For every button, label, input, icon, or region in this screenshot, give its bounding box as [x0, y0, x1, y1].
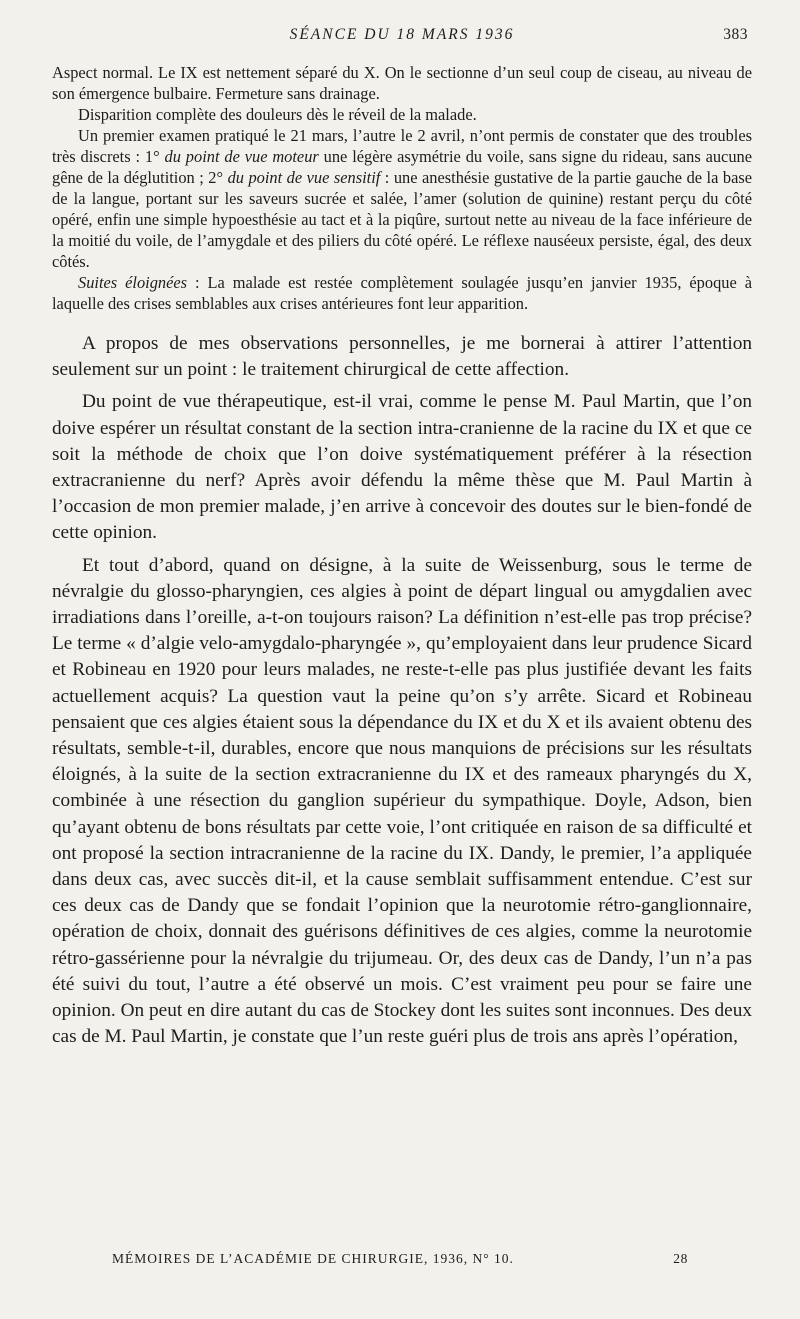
journal-reference: MÉMOIRES DE L’ACADÉMIE DE CHIRURGIE, 1936, N° 10. [112, 1251, 514, 1266]
case-paragraph-4-rest: : La malade est restée complètement soulagée jusqu’en janvier 1935, époque à laquelle des crises semblables aux crises antérieures font leur apparition. [52, 273, 752, 313]
case-paragraph-3-part-a: Un premier examen pratiqué le 21 mars, l’autre le 2 avril, n’ont permis de constater que des troubles très discrets : 1° [52, 126, 752, 166]
page-number: 383 [723, 26, 748, 43]
running-title: SÉANCE DU 18 MARS 1936 [289, 26, 515, 43]
follow-up-heading-italic: Suites éloignées [78, 273, 188, 292]
case-paragraph-4 [52, 272, 752, 314]
page-header [52, 26, 752, 56]
document-page [52, 26, 752, 1056]
sheet-number: 28 [673, 1251, 688, 1266]
case-paragraph-3-part-e: : une anesthésie gustative de la partie gauche de la base de la langue, portant sur les saveurs sucrée et salée, l’amer (solution de quinine) restant perçu du côté opéré, enfin une simple hypoesthésie au tact et à la piqûre, surtout nette au niveau de la face inférieure de la moitié du voile, de l’amygdale et des piliers du côté opéré. Le réflexe nauséeux persiste, égal, des deux côtés. [52, 168, 752, 271]
case-paragraph-2: Disparition complète des douleurs dès le réveil de la malade. [78, 105, 477, 124]
case-paragraph-3 [52, 125, 752, 272]
discussion-paragraph-1: A propos de mes observations personnelles, je me bornerai à attirer l’attention seulement sur un point : le traitement chirurgical de cette affection. [52, 333, 752, 381]
sensory-heading-italic: du point de vue sensitif [227, 168, 381, 187]
motor-heading-italic: du point de vue moteur [164, 147, 319, 166]
case-paragraph-1: Aspect normal. Le IX est nettement séparé du X. On le sectionne d’un seul coup de ciseau, au niveau de son émergence bulbaire. Fermeture sans drainage. [52, 63, 752, 103]
discussion-paragraph-2: Du point de vue thérapeutique, est-il vrai, comme le pense M. Paul Martin, que l’on doive espérer un résultat constant de la section intra-cranienne de la racine du IX et que ce soit la méthode de choix que l’on doive systématiquement préférer à la résection extracranienne du nerf? Après avoir défendu la même thèse que M. Paul Martin à l’occasion de mon premier malade, j’en arrive à concevoir des doutes sur le bien-fondé de cette opinion. [52, 391, 752, 544]
discussion-text [52, 331, 752, 1050]
case-report-text [52, 62, 752, 314]
case-paragraph-3-part-c: une légère asymétrie du voile, sans signe du rideau, sans aucune gêne de la déglutition ; 2° [52, 147, 752, 187]
discussion-paragraph-3: Et tout d’abord, quand on désigne, à la suite de Weissenburg, sous le terme de névralgie du glosso-pharyngien, ces algies à point de départ lingual ou amygdalien avec irradiations dans l’oreille, a-t-on toujours raison? La définition n’est-elle pas trop précise? Le terme « d’algie velo-amygdalo-pharyngée », qu’employaient dans leur prudence Sicard et Robineau en 1920 pour leurs malades, ne reste-t-elle pas plus justifiée devant les faits actuellement acquis? La question vaut la peine qu’on s’y arrête. Sicard et Robineau pensaient que ces algies étaient sous la dépendance du IX et du X et ils avaient obtenu des résultats, semble-t-il, durables, encore que nous manquions de précisions sur les résultats éloignés, à la suite de la section extracranienne du IX et des rameaux pharyngés du X, combinée à une résection du ganglion supérieur du sympathique. Doyle, Adson, bien qu’ayant obtenu de bons résultats par cette voie, l’ont critiquée en raison de sa difficulté et ont proposé la section intracranienne de la racine du IX. Dandy, le premier, l’a appliquée dans deux cas, avec succès dit-il, et la cause semblait suffisamment entendue. C’est sur ces deux cas de Dandy que se fondait l’opinion que la neurotomie rétro-ganglionnaire, opération de choix, donnait des guérisons définitives de ces algies, comme la neurotomie rétro-gassérienne pour la névralgie du trijumeau. Or, des deux cas de Dandy, l’un n’a pas été suivi du tout, l’autre a été observé un mois. C’est vraiment peu pour se faire une opinion. On peut en dire autant du cas de Stockey dont les suites sont inconnues. Des deux cas de M. Paul Martin, je constate que l’un reste guéri plus de trois ans après l’opération, [52, 554, 752, 1048]
